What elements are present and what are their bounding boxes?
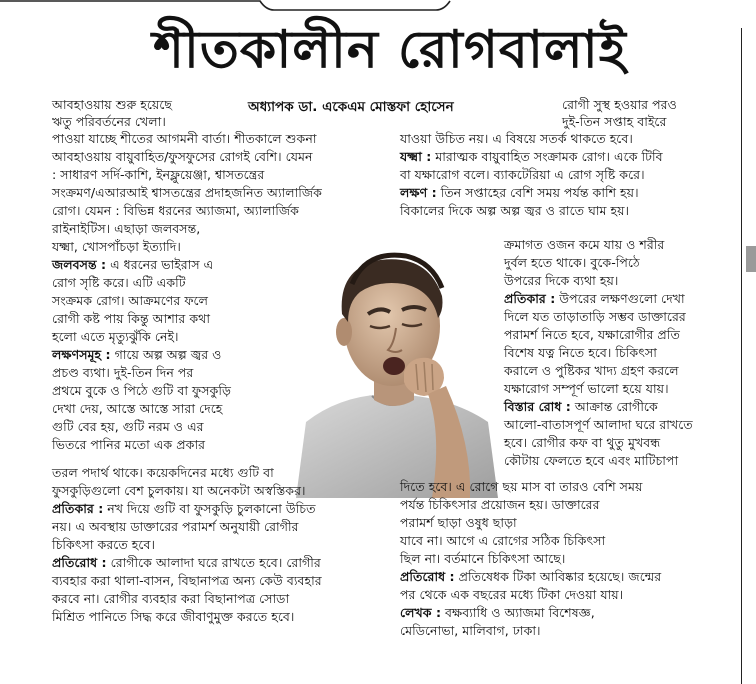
text-line-l03 xyxy=(52,130,317,148)
line-text: দিতে হবে। এ রোগে ছয় মাস বা তারও বেশি সময় xyxy=(400,479,643,494)
line-text: দুই-তিন সপ্তাহ বাইরে xyxy=(562,114,667,129)
text-line-r02 xyxy=(562,113,666,131)
text-line-l14 xyxy=(52,328,179,346)
line-text: আক্রান্ত রোগীকে xyxy=(570,399,658,414)
text-line-l21 xyxy=(52,464,274,482)
line-text: যক্ষারোগ সম্পূর্ণ ভালো হয়ে যায়। xyxy=(504,381,669,396)
line-text: ব্যবহার করা থালা-বাসন, বিছানাপত্র অন্য কেউ ব্যবহার xyxy=(52,573,322,588)
text-line-r12 xyxy=(504,308,686,326)
line-text: এ ধরনের ভাইরাস এ xyxy=(106,257,214,272)
line-text: যাবে না। আগে এ রোগের সঠিক চিকিৎসা xyxy=(400,533,606,548)
line-text: চিকিৎসা করতে হবে। xyxy=(52,537,155,552)
line-text: সংক্রমক রোগ। আক্রমণের ফলে xyxy=(52,293,208,308)
text-line-l24 xyxy=(52,518,298,536)
text-line-r01 xyxy=(562,96,677,114)
coughing-man-photo xyxy=(282,244,504,498)
text-line-l02 xyxy=(52,113,166,131)
line-text: বিশেষ যত্ন নিতে হবে। চিকিৎসা xyxy=(504,345,657,360)
text-line-r11 xyxy=(504,290,685,308)
text-line-r06 xyxy=(400,184,639,202)
text-line-r05 xyxy=(400,166,645,184)
line-text: : সাধারণ সর্দি-কাশি, ইনফ্লুয়েঞ্জা, শ্বাসতন্ত্রের xyxy=(52,167,265,182)
text-line-r15 xyxy=(504,362,679,380)
line-text: নয়। এ অবস্থায় ডাক্তারের পরামর্শ অনুযায়ী রোগীর xyxy=(52,519,299,534)
text-line-l23 xyxy=(52,500,316,518)
text-line-l18 xyxy=(52,400,222,418)
text-line-l08 xyxy=(52,220,200,238)
line-text: যাওয়া উচিত নয়। এ বিষয়ে সতর্ক থাকতে হবে। xyxy=(400,131,633,146)
text-line-r17 xyxy=(504,398,658,416)
text-line-l09 xyxy=(52,238,181,256)
text-line-r16 xyxy=(504,380,669,398)
line-text: মিশ্রিত পানিতে সিদ্ধ করে জীবাণুমুক্ত করতে হবে। xyxy=(52,609,295,624)
top-border-curve xyxy=(0,0,756,12)
text-line-l15 xyxy=(52,346,221,364)
text-line-l06 xyxy=(52,184,322,202)
text-line-r14 xyxy=(504,344,657,362)
text-line-l13 xyxy=(52,310,210,328)
text-line-r13 xyxy=(504,326,680,344)
section-heading: প্রতিরোধ : xyxy=(52,555,107,570)
line-text: রোগ সৃষ্টি করে। এটি একটি xyxy=(52,275,186,290)
line-text: পাওয়া যাচ্ছে শীতের আগমনী বার্তা। শীতকালে শুকনা xyxy=(52,131,317,146)
section-heading: প্রতিকার : xyxy=(52,501,104,516)
text-line-l16 xyxy=(52,364,193,382)
adjacent-column-mark xyxy=(746,246,756,272)
section-heading: প্রতিরোধ : xyxy=(400,569,455,584)
text-line-r09 xyxy=(504,254,640,272)
line-text: বিকালের দিকে অল্প অল্প জ্বর ও রাতে ঘাম হয়। xyxy=(400,203,630,218)
text-line-l04 xyxy=(52,148,312,166)
text-line-l27 xyxy=(52,572,322,590)
line-text: মারাত্মক বায়ুবাহিত সংক্রামক রোগ। একে টিবি xyxy=(431,149,663,164)
text-line-l20 xyxy=(52,436,205,454)
text-line-r08 xyxy=(504,236,664,254)
text-line-r03 xyxy=(400,130,633,148)
line-text: ছিল না। বর্তমানে চিকিৎসা আছে। xyxy=(400,551,566,566)
line-text: রোগীকে আলাদা ঘরে রাখতে হবে। রোগীর xyxy=(106,555,321,570)
text-line-l17 xyxy=(52,382,231,400)
section-heading: প্রতিকার : xyxy=(504,291,556,306)
line-text: ক্রমাগত ওজন কমে যায় ও শরীর xyxy=(504,237,665,252)
line-text: দুর্বল হতে থাকে। বুকে-পিঠে xyxy=(504,255,640,270)
line-text: প্রতিষেধক টিকা আবিষ্কার হয়েছে। জন্মের xyxy=(454,569,662,584)
text-line-r22 xyxy=(400,496,600,514)
text-line-l28 xyxy=(52,590,289,608)
section-heading: যক্ষ্মা : xyxy=(400,149,432,164)
line-text: তিন সপ্তাহের বেশি সময় পর্যন্ত কাশি হয়। xyxy=(436,185,639,200)
section-heading: লেখক : xyxy=(400,605,441,620)
line-text: দিলে যত তাড়াতাড়ি সম্ভব ডাক্তারের xyxy=(504,309,686,324)
text-line-r27 xyxy=(400,586,623,604)
text-line-r28 xyxy=(400,604,595,622)
text-line-l11 xyxy=(52,274,186,292)
article-byline: অধ্যাপক ডা. একেএম মোস্তফা হোসেন xyxy=(248,99,454,115)
line-text: আলো-বাতাসপূর্ণ আলাদা ঘরে রাখতে xyxy=(504,417,693,432)
line-text: হলো এতে মৃত্যুঝুঁকি নেই। xyxy=(52,329,179,344)
line-text: ফুসকুড়িগুলো বেশ চুলকায়। যা অনেকটা অস্বস্তিকর। xyxy=(52,483,306,498)
line-text: গায়ে অল্প অল্প জ্বর ও xyxy=(110,347,222,362)
line-text: উপরের দিকে ব্যথা হয়। xyxy=(504,273,619,288)
line-text: প্রথমে বুকে ও পিঠে গুটি বা ফুসকুড়ি xyxy=(52,383,231,398)
line-text: কৌটায় ফেলতে হবে এবং মাটিচাপা xyxy=(504,453,679,468)
line-text: রোগী কষ্ট পায় কিন্তু আশার কথা xyxy=(52,311,210,326)
line-text: পর্যন্ত চিকিৎসার প্রয়োজন হয়। ডাক্তারের xyxy=(400,497,600,512)
text-line-l19 xyxy=(52,418,204,436)
line-text: দেখা দেয়, আস্তে আস্তে সারা দেহে xyxy=(52,401,223,416)
line-text: সংক্রমণ/এআরআই শ্বাসতন্ত্রের প্রদাহজনিত অ্যালার্জিক xyxy=(52,185,322,200)
line-text: যক্ষ্মা, খোসপাঁচড়া ইত্যাদি। xyxy=(52,239,181,254)
line-text: রোগ। যেমন : বিভিন্ন ধরনের অ্যাজমা, অ্যালার্জিক xyxy=(52,203,299,218)
adjacent-column-border xyxy=(741,28,756,684)
text-line-l26 xyxy=(52,554,321,572)
text-line-l12 xyxy=(52,292,208,310)
text-line-l05 xyxy=(52,166,264,184)
text-line-l01 xyxy=(52,96,172,114)
article-headline: শীতকালীন রোগবালাই xyxy=(153,19,627,80)
text-line-l10 xyxy=(52,256,213,274)
line-text: বা যক্ষারোগ বলে। ব্যাকটেরিয়া এ রোগ সৃষ্টি করে। xyxy=(400,167,645,182)
section-heading: লক্ষণ : xyxy=(400,185,437,200)
line-text: আবহাওয়ায় বায়ুবাহিত/ফুসফুসের রোগই বেশি। যেমন xyxy=(52,149,313,164)
line-text: উপরের লক্ষণগুলো দেখা xyxy=(555,291,685,306)
text-line-r18 xyxy=(504,416,693,434)
text-line-l29 xyxy=(52,608,294,626)
line-text: পরামর্শ ছাড়া ওষুধ ছাড়া xyxy=(400,515,517,530)
section-heading: বিস্তার রোধ : xyxy=(504,399,571,414)
line-text: আবহাওয়ায় শুরু হয়েছে xyxy=(52,97,173,112)
line-text: মেডিনোভা, মালিবাগ, ঢাকা। xyxy=(400,623,541,638)
text-line-r21 xyxy=(400,478,642,496)
line-text: করবে না। রোগীর ব্যবহার করা বিছানাপত্র সোডা xyxy=(52,591,290,606)
text-line-r20 xyxy=(504,452,678,470)
line-text: ভিতরে পানির মতো এক প্রকার xyxy=(52,437,206,452)
text-line-r04 xyxy=(400,148,663,166)
text-line-r29 xyxy=(400,622,541,640)
line-text: রাইনাইটিস। এছাড়া জলবসন্ত, xyxy=(52,221,201,236)
line-text: গুটি বের হয়, গুটি নরম ও এর xyxy=(52,419,204,434)
text-line-r25 xyxy=(400,550,565,568)
section-heading: লক্ষণসমূহ : xyxy=(52,347,111,362)
text-line-r10 xyxy=(504,272,618,290)
text-line-r24 xyxy=(400,532,605,550)
text-line-l07 xyxy=(52,202,299,220)
line-text: পরামর্শ নিতে হবে, যক্ষারোগীর প্রতি xyxy=(504,327,680,342)
text-line-r07 xyxy=(400,202,629,220)
line-text: ঋতু পরিবর্তনের খেলা। xyxy=(52,114,166,129)
line-text: রোগী সুস্থ হওয়ার পরও xyxy=(562,97,677,112)
line-text: হবে। রোগীর কফ বা থুতু মুখবন্ধ xyxy=(504,435,661,450)
line-text: প্রচণ্ড ব্যথা। দুই-তিন দিন পর xyxy=(52,365,194,380)
line-text: পর থেকে এক বছরের মধ্যে টিকা দেওয়া যায়। xyxy=(400,587,624,602)
text-line-l25 xyxy=(52,536,155,554)
section-heading: জলবসন্ত : xyxy=(52,257,107,272)
line-text: নখ দিয়ে গুটি বা ফুসকুড়ি চুলকানো উচিত xyxy=(103,501,316,516)
line-text: বক্ষব্যাধি ও অ্যাজমা বিশেষজ্ঞ, xyxy=(441,605,595,620)
text-line-r23 xyxy=(400,514,517,532)
text-line-l22 xyxy=(52,482,306,500)
line-text: করালে ও পুষ্টিকর খাদ্য গ্রহণ করলে xyxy=(504,363,679,378)
text-line-r26 xyxy=(400,568,661,586)
text-line-r19 xyxy=(504,434,660,452)
line-text: তরল পদার্থ থাকে। কয়েকদিনের মধ্যে গুটি বা xyxy=(52,465,274,480)
